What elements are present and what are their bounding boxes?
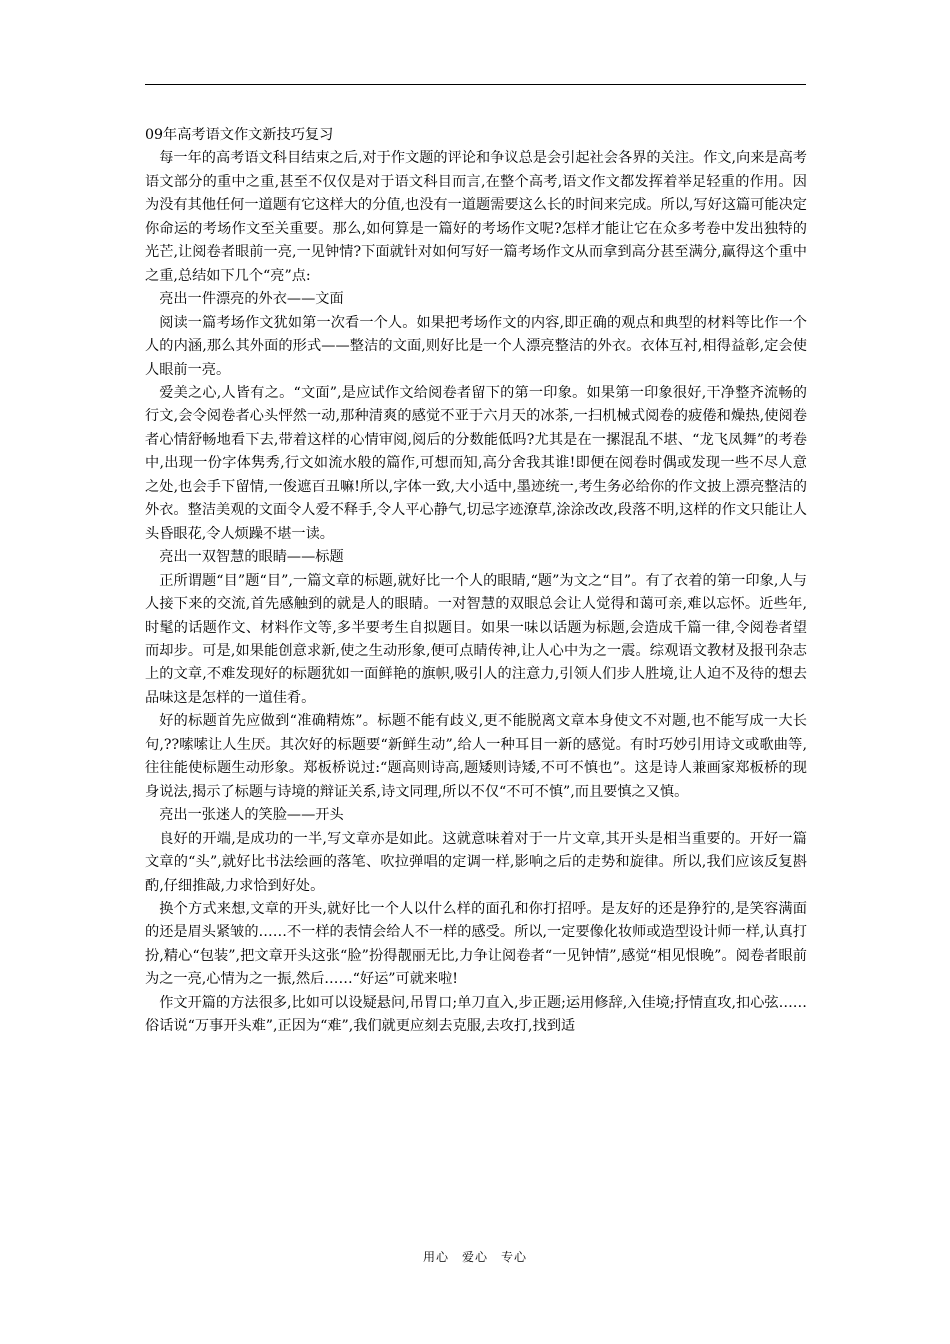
paragraph: 好的标题首先应做到“准确精炼”。标题不能有歧义,更不能脱离文章本身使文不对题,也不能写成一大长句,??嗦嗦让人生厌。其次好的标题要“新鲜生动”,给人一种耳目一新的感觉。有时巧妙引用诗文或歌曲等,往往能使标题生动形象。郑板桥说过:“题高则诗高,题矮则诗矮,不可不慎也”。这是诗人兼画家郑板桥的现身说法,揭示了标题与诗境的辩证关系,诗文同理,所以不仅“不可不慎”,而且要慎之又慎。 xyxy=(145,713,807,800)
paragraph: 阅读一篇考场作文犹如第一次看一个人。如果把考场作文的内容,即正确的观点和典型的材料等比作一个人的内涵,那么其外面的形式——整洁的文面,则好比是一个人漂亮整洁的外衣。衣体互衬,相得益彰,定会使人眼前一亮。 xyxy=(145,314,807,378)
paragraph: 作文开篇的方法很多,比如可以设疑悬问,吊胃口;单刀直入,步正题;运用修辞,入佳境;抒情直攻,扣心弦……俗话说“万事开头难”,正因为“难”,我们就更应刻去克服,去攻打,找到适 xyxy=(145,994,807,1035)
paragraph: 良好的开端,是成功的一半,写文章亦是如此。这就意味着对于一片文章,其开头是相当重要的。开好一篇文章的“头”,就好比书法绘画的落笔、吹拉弹唱的定调一样,影响之后的走势和旋律。所以,我们应该反复斟酌,仔细推敲,力求恰到好处。 xyxy=(145,830,807,894)
header-rule xyxy=(145,84,806,85)
paragraph: 正所谓题“目”题“目”,一篇文章的标题,就好比一个人的眼睛,“题”为文之“目”。有了衣着的第一印象,人与人接下来的交流,首先感触到的就是人的眼睛。一对智慧的双眼总会让人觉得和蔼可亲,难以忘怀。近些年,时髦的话题作文、材料作文等,多半要考生自拟题目。如果一味以话题为标题,会造成千篇一律,令阅卷者望而却步。可是,如果能创意求新,使之生动形象,便可点睛传神,让人心中为之一震。综观语文教材及报刊杂志上的文章,不难发现好的标题犹如一面鲜艳的旗帜,吸引人的注意力,引领人们步人胜境,让人迫不及待的想去品味这是怎样的一道佳肴。 xyxy=(145,572,807,706)
section-heading-opening: 亮出一张迷人的笑脸——开头 xyxy=(159,807,344,824)
paragraph-intro: 每一年的高考语文科目结束之后,对于作文题的评论和争议总是会引起社会各界的关注。作文,向来是高考语文部分的重中之重,甚至不仅仅是对于语文科目而言,在整个高考,语文作文都发挥着举足轻重的作用。因为没有其他任何一道题有它这样大的分值,也没有一道题需要这么长的时间来完成。所以,写好这篇可能决定你命运的考场作文至关重要。那么,如何算是一篇好的考场作文呢?怎样才能让它在众多考卷中发出独特的光芒,让阅卷者眼前一亮,一见钟情?下面就针对如何写好一篇考场作文从而拿到高分甚至满分,赢得这个重中之重,总结如下几个“亮”点: xyxy=(145,150,807,284)
section-heading-title: 亮出一双智慧的眼睛——标题 xyxy=(159,549,344,566)
paragraph: 换个方式来想,文章的开头,就好比一个人以什么样的面孔和你打招呼。是友好的还是狰狞的,是笑容满面的还是眉头紧皱的……不一样的表情会给人不一样的感受。所以,一定要像化妆师或造型设计师一样,认真打扮,精心“包装”,把文章开头这张“脸”扮得靓丽无比,力争让阅卷者“一见钟情”,感觉“相见恨晚”。阅卷者眼前为之一亮,心情为之一振,然后……“好运”可就来啦! xyxy=(145,900,807,988)
document-body xyxy=(145,124,807,1039)
paragraph: 爱美之心,人皆有之。“文面”,是应试作文给阅卷者留下的第一印象。如果第一印象很好,干净整齐流畅的行文,会令阅卷者心头怦然一动,那种清爽的感觉不亚于六月天的冰茶,一扫机械式阅卷的疲倦和燥热,使阅卷者心情舒畅地看下去,带着这样的心情审阅,阅后的分数能低吗?尤其是在一摞混乱不堪、“龙飞凤舞”的考卷中,出现一份字体隽秀,行文如流水般的篇作,可想而知,高分舍我其谁!即便在阅卷时偶或发现一些不尽人意之处,也会手下留情,一俊遮百丑嘛!所以,字体一致,大小适中,墨迹统一,考生务必给你的作文披上漂亮整洁的外衣。整洁美观的文面令人爱不释手,令人平心静气,切忌字迹潦草,涂涂改改,段落不明,这样的作文只能让人头昏眼花,令人烦躁不堪一读。 xyxy=(145,384,807,542)
section-heading-appearance: 亮出一件漂亮的外衣——文面 xyxy=(159,291,344,308)
document-title: 09年高考语文作文新技巧复习 xyxy=(145,127,334,143)
page-footer: 用心 爱心 专心 xyxy=(422,1250,527,1264)
